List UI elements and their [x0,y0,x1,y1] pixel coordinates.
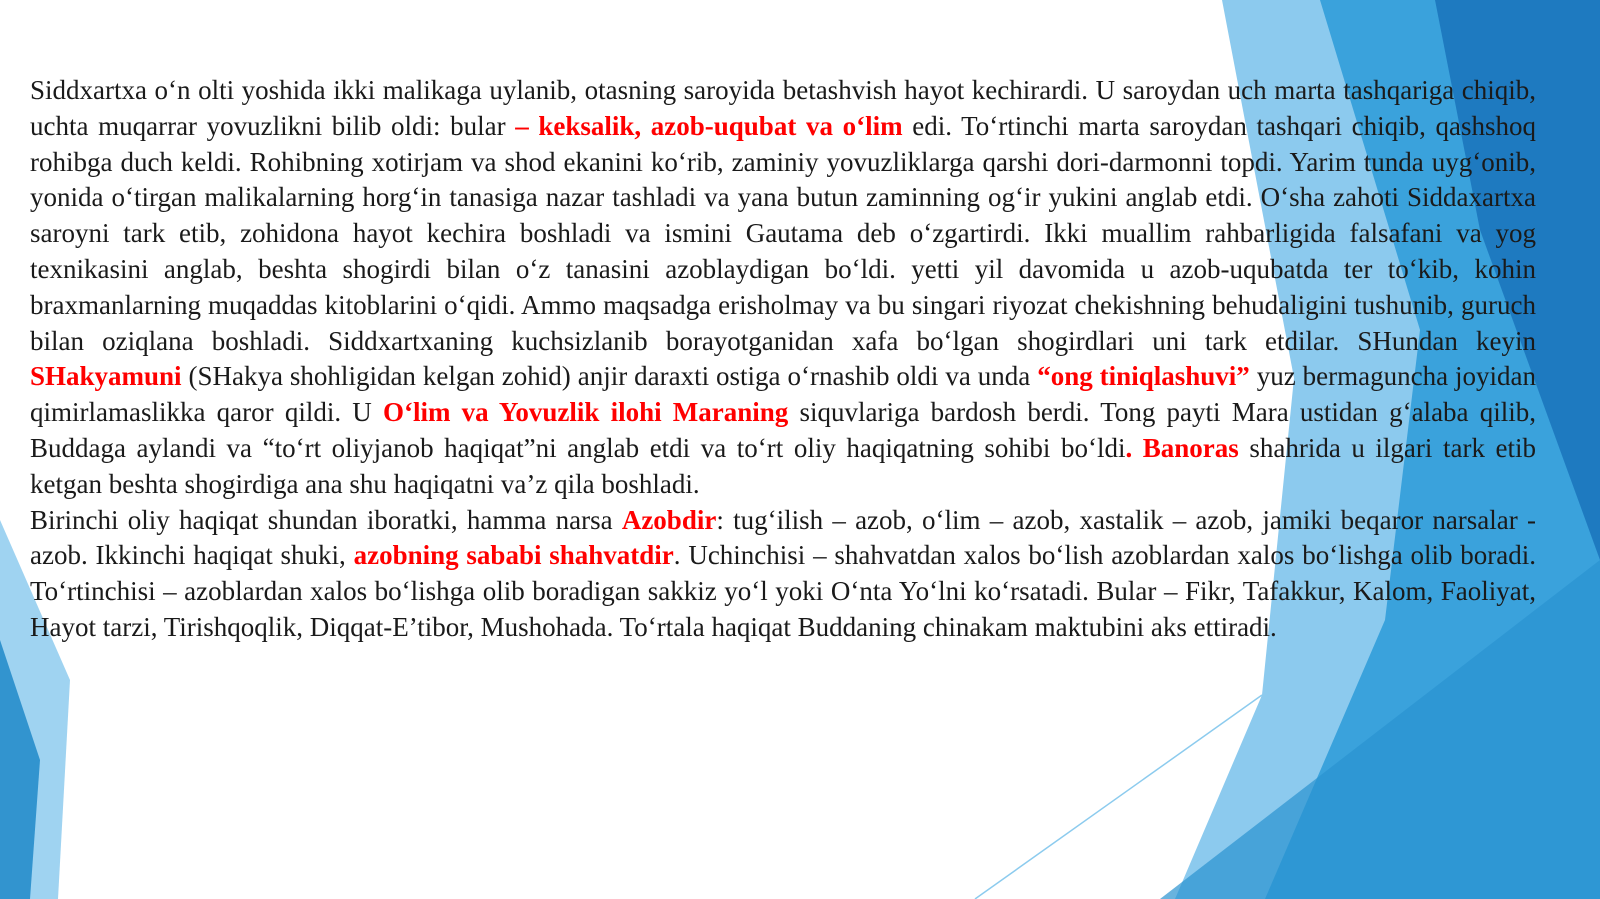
paragraph-2 [30,503,1536,646]
text-segment: Siddxartxa o‘n olti yoshida ikki malikaga uylanib, otasning saroyida betashvish hayot kechirardi. U saroydan uch marta tashqariga chiqib, uchta muqarrar yovuzlikni bilib oldi: bular [30,75,1536,141]
highlighted-phrase: “ong tiniqlashuvi” [1037,361,1250,392]
highlighted-phrase: . Banoras [1125,432,1239,463]
text-segment: (SHakya shohligidan kelgan zohid) anjir daraxti ostiga o‘rnashib oldi va unda [181,361,1038,392]
highlighted-phrase: O‘lim va Yovuzlik ilohi Maraning [382,397,789,428]
highlighted-phrase: Azobdir [621,504,717,535]
text-segment: shahrida u ilgari tark etib ketgan beshta shogirdiga ana shu haqiqatni va’z qila boshladi. [30,432,1536,499]
highlighted-phrase: azobning sababi shahvatdir [353,540,674,571]
text-segment: edi. To‘rtinchi marta saroydan tashqari chiqib, qashshoq rohibga duch keldi. Rohibning xotirjam va shod ekanini ko‘rib, zaminiy yovuzliklarga qarshi dori-darmonni topdi. Yarim tunda uyg‘onib, yonida o‘tirgan malikalarning horg‘in tanasiga nazar tashladi va yana butun zaminning og‘ir yukini anglab etdi. O‘sha zahoti Siddaxartxa saroyni tark etib, zohidona hayot kechira boshladi va ismini Gautama deb o‘zgartirdi. Ikki muallim rahbarligida falsafani va yog texnikasini anglab, beshta shogirdi bilan o‘z tanasini azoblaydigan bo‘ldi. yetti yil davomida u azob-uqubatda ter to‘kib, kohin braxmanlarning muqaddas kitoblarini o‘qidi. Ammo maqsadga erisholmay va bu singari riyozat chekishning behudaligini tushunib, guruch bilan oziqlana boshladi. Siddxartxaning kuchsizlanib borayotganidan xafa bo‘lgan shogirdlari uni tark etdilar. SHundan keyin [30,110,1536,356]
text-segment: : tug‘ilish – azob, o‘lim – azob, xastalik – azob, jamiki beqaror narsalar - azob. Ikkinchi haqiqat shuki, [30,504,1536,571]
text-segment: Birinchi oliy haqiqat shundan iboratki, hamma narsa [30,504,622,535]
highlighted-phrase: – keksalik, azob-uqubat va o‘lim [515,110,903,141]
paragraph-1 [30,73,1536,503]
text-segment: . Uchinchisi – shahvatdan xalos bo‘lish azoblardan xalos bo‘lishga olib boradi. To‘rtinchisi – azoblardan xalos bo‘lishga olib boradigan sakkiz yo‘l yoki O‘nta Yo‘lni ko‘rsatadi. Bular – Fikr, Tafakkur, Kalom, Faoliyat, Hayot tarzi, Tirishqoqlik, Diqqat-E’tibor, Mushohada. To‘rtala haqiqat Buddaning chinakam maktubini aks ettiradi. [30,540,1536,642]
text-segment: yuz bermaguncha joyidan qimirlamaslikka qaror qildi. U [30,361,1536,428]
highlighted-phrase: SHakyamuni [30,361,182,392]
text-segment: siquvlariga bardosh berdi. Tong payti Mara ustidan g‘alaba qilib, Buddaga aylandi va “to‘rt oliyjanob haqiqat”ni anglab etdi va to‘rt oliy haqiqatning sohibi bo‘ldi [30,397,1536,463]
slide-body-text [30,73,1536,646]
